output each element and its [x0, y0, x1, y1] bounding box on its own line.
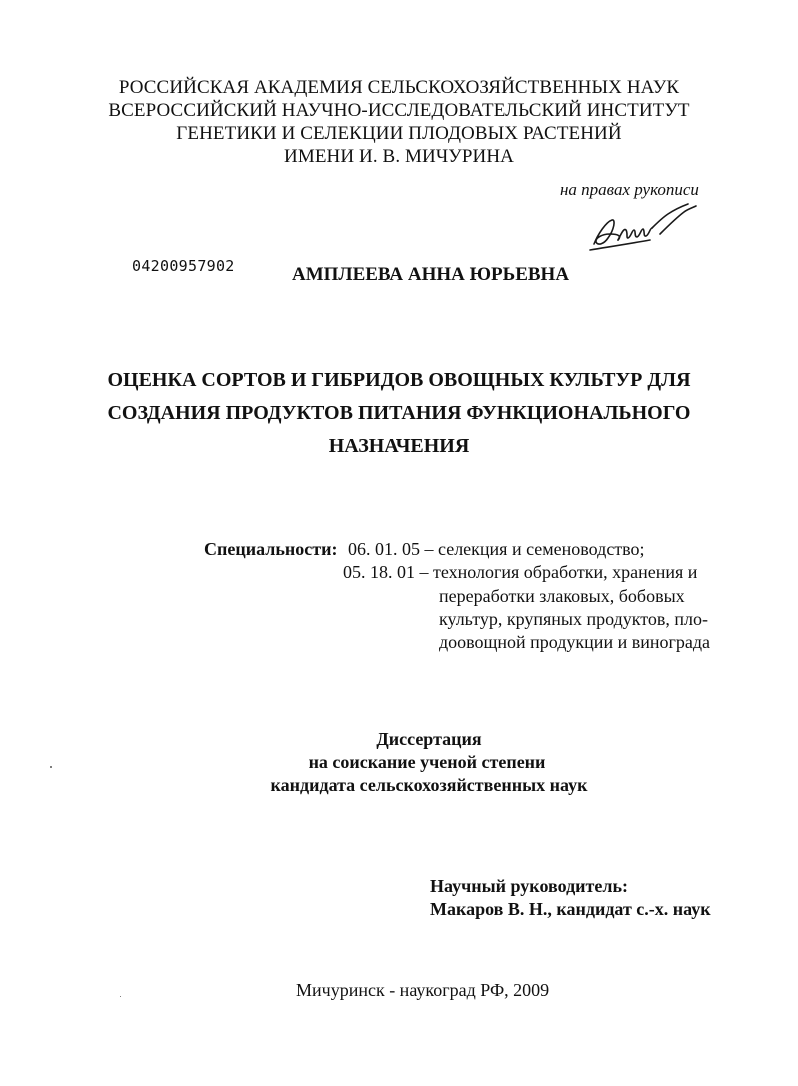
specialty-first: 06. 01. 05 – селекция и семеноводство;: [348, 539, 645, 559]
specialty-line: переработки злаковых, бобовых: [439, 586, 685, 606]
specialty-second: 05. 18. 01 – технология обработки, хранения и: [343, 562, 698, 582]
supervisor-label: Научный руководитель:: [430, 876, 628, 896]
header-line: ВСЕРОССИЙСКИЙ НАУЧНО-ИССЛЕДОВАТЕЛЬСКИЙ ИНСТИТУТ: [108, 100, 690, 121]
handwritten-signature: [588, 200, 708, 256]
scan-speck: [50, 766, 52, 768]
dissertation-line: на соискание ученой степени: [308, 752, 546, 772]
dissertation-block: [0, 728, 798, 797]
title-line: ОЦЕНКА СОРТОВ И ГИБРИДОВ ОВОЩНЫХ КУЛЬТУР ДЛЯ: [107, 369, 691, 391]
supervisor-name: Макаров В. Н., кандидат с.-х. наук: [430, 899, 711, 919]
dissertation-title: [0, 364, 798, 463]
title-line: СОЗДАНИЯ ПРОДУКТОВ ПИТАНИЯ ФУНКЦИОНАЛЬНОГО: [107, 402, 691, 424]
specialty-line: культур, крупяных продуктов, пло-: [439, 609, 708, 629]
institution-header: [0, 76, 798, 168]
manuscript-note: на правах рукописи: [560, 180, 699, 199]
dissertation-line: Диссертация: [376, 729, 482, 749]
header-line: ИМЕНИ И. В. МИЧУРИНА: [284, 146, 514, 167]
specialty-second-continuation: [439, 585, 710, 654]
scan-speck: [120, 996, 121, 997]
header-line: ГЕНЕТИКИ И СЕЛЕКЦИИ ПЛОДОВЫХ РАСТЕНИЙ: [176, 123, 622, 144]
specialties-label: Специальности:: [204, 539, 338, 559]
title-line: НАЗНАЧЕНИЯ: [328, 435, 470, 457]
dissertation-line: кандидата сельскохозяйственных наук: [270, 775, 588, 795]
document-number: 04200957902: [132, 257, 235, 275]
supervisor-block: [430, 875, 711, 921]
author-name: АМПЛЕЕВА АННА ЮРЬЕВНА: [292, 264, 570, 285]
specialty-line: доовощной продукции и винограда: [439, 632, 710, 652]
place-and-year: Мичуринск - наукоград РФ, 2009: [296, 980, 550, 1000]
header-line: РОССИЙСКАЯ АКАДЕМИЯ СЕЛЬСКОХОЗЯЙСТВЕННЫХ НАУК: [118, 77, 680, 98]
